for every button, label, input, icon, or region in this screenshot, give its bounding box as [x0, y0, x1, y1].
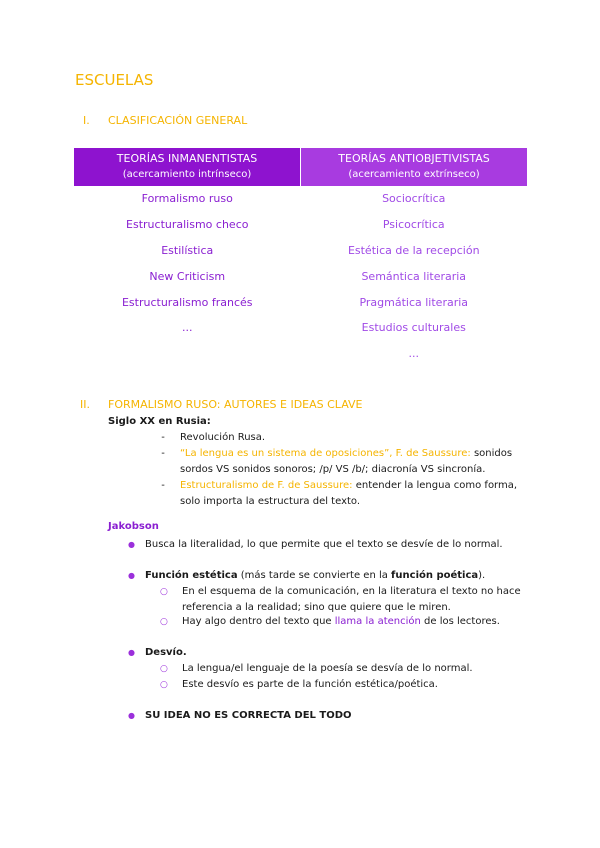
- list-item: [128, 708, 548, 724]
- dash-marker: -: [161, 432, 165, 443]
- table-cell: Estética de la recepción: [347, 243, 480, 257]
- table-row: [74, 212, 527, 238]
- jakobson-heading: Jakobson: [108, 521, 159, 532]
- bullet-icon: ●: [128, 571, 135, 580]
- circle-bullet-icon: ○: [160, 587, 168, 597]
- sub-bullet-text: La lengua/el lenguaje de la poesía se desvía de lo normal.: [182, 663, 473, 674]
- table-cell: Formalismo ruso: [141, 192, 233, 206]
- list-item: [160, 614, 560, 630]
- dash-item-text: Revolución Rusa.: [180, 432, 266, 443]
- bullet-icon: ●: [128, 540, 135, 549]
- table-cell: Estructuralismo francés: [121, 295, 253, 309]
- table-cell: [74, 341, 301, 367]
- bold-text: Desvío.: [145, 647, 187, 658]
- table-cell: Pragmática literaria: [359, 295, 469, 309]
- sub-bullet-text: Este desvío es parte de la función estética/poética.: [182, 679, 438, 690]
- siglo-label: Siglo XX en Rusia:: [108, 416, 211, 427]
- list-item: [160, 677, 560, 693]
- table-header-inmanentistas: [74, 148, 301, 186]
- section-2-title: FORMALISMO RUSO: AUTORES E IDEAS CLAVE: [108, 398, 363, 411]
- list-item: [128, 568, 548, 584]
- list-item: [158, 430, 558, 446]
- bullet-icon: ●: [128, 711, 135, 720]
- highlight-text: llama la atención: [334, 616, 421, 627]
- table-cell: ...: [408, 347, 419, 361]
- bullet-text: ).: [478, 570, 486, 581]
- dash-item-text: sordos VS sonidos sonoros; /p/ VS /b/; diacronía VS sincronía.: [180, 464, 486, 475]
- dash-item-text: solo importa la estructura del texto.: [180, 496, 361, 507]
- list-item: [158, 446, 558, 478]
- table-row: [74, 263, 527, 289]
- table-cell: New Criticism: [149, 269, 226, 283]
- table-cell: ...: [182, 321, 193, 335]
- section-2-number: II.: [80, 398, 90, 411]
- classification-table: [74, 148, 527, 367]
- bold-text: SU IDEA NO ES CORRECTA DEL TODO: [145, 710, 352, 721]
- section-1-heading: [83, 114, 248, 127]
- sub-bullet-text: En el esquema de la comunicación, en la literatura el texto no hace: [182, 586, 521, 597]
- dash-item-text: sonidos: [470, 448, 513, 459]
- list-item: [160, 584, 560, 616]
- section-1-title: CLASIFICACIÓN GENERAL: [108, 114, 248, 127]
- sub-bullet-text: referencia a la realidad; sino que quiere que le miren.: [182, 602, 451, 613]
- bullet-icon: ●: [128, 648, 135, 657]
- section-1-number: I.: [83, 114, 90, 127]
- section-2-heading: [80, 398, 500, 411]
- col2-header-sub: (acercamiento extrínseco): [348, 169, 480, 180]
- table-row: [74, 341, 527, 367]
- table-row: [74, 289, 527, 315]
- col1-header-sub: (acercamiento intrínseco): [122, 169, 252, 180]
- dash-list: [158, 430, 558, 510]
- circle-bullet-icon: ○: [160, 664, 168, 674]
- table-cell: Sociocrítica: [382, 192, 446, 206]
- list-item: [160, 661, 560, 677]
- bold-text: función poética: [391, 570, 479, 581]
- page-title: ESCUELAS: [75, 71, 154, 89]
- table-cell: Estudios culturales: [361, 321, 466, 335]
- dash-marker: -: [161, 480, 165, 491]
- col2-header-label: TEORÍAS ANTIOBJETIVISTAS: [338, 152, 490, 165]
- table-cell: Estilística: [161, 243, 214, 257]
- table-cell: Estructuralismo checo: [126, 218, 249, 232]
- dash-item-highlight: “La lengua es un sistema de oposiciones”, F. de Saussure:: [180, 448, 471, 459]
- bullet-text: (más tarde se convierte en la: [237, 570, 392, 581]
- table-cell: Semántica literaria: [361, 269, 467, 283]
- sub-bullet-text: de los lectores.: [420, 616, 500, 627]
- list-item: [128, 537, 548, 553]
- dash-marker: -: [161, 448, 165, 459]
- dash-item-highlight: Estructuralismo de F. de Saussure:: [180, 480, 353, 491]
- table-row: [74, 315, 527, 341]
- list-item: [128, 645, 548, 661]
- table-row: [74, 238, 527, 264]
- table-row: [74, 186, 527, 212]
- table-header-antiobjetivistas: [301, 148, 528, 186]
- circle-bullet-icon: ○: [160, 617, 168, 627]
- table-cell: Psicocrítica: [382, 218, 445, 232]
- col1-header-label: TEORÍAS INMANENTISTAS: [116, 152, 258, 165]
- circle-bullet-icon: ○: [160, 680, 168, 690]
- bullet-text: Busca la literalidad, lo que permite que el texto se desvíe de lo normal.: [145, 539, 503, 550]
- bold-text: Función estética: [145, 570, 238, 581]
- list-item: [158, 478, 558, 510]
- sub-bullet-text: Hay algo dentro del texto que: [182, 616, 335, 627]
- dash-item-text: entender la lengua como forma,: [352, 480, 518, 491]
